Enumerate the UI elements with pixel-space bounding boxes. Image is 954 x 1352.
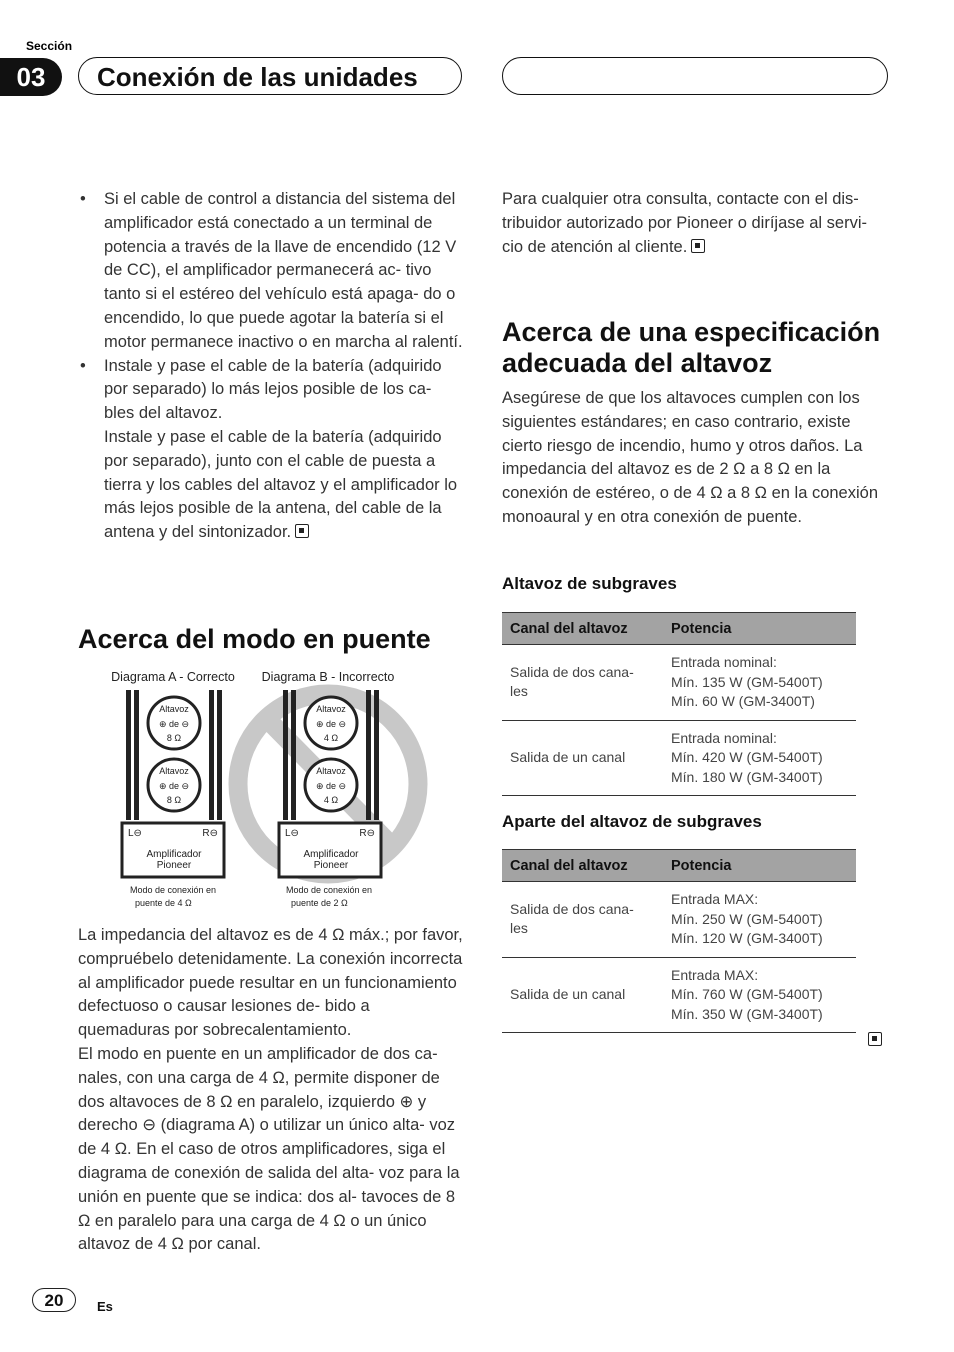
table-cell-canal: Salida de dos cana- les (502, 645, 663, 721)
bridge-mode-diagram (108, 666, 438, 912)
svg-text:L⊖: L⊖ (285, 828, 299, 839)
bullet-list (78, 188, 466, 545)
bridge-paragraphs (78, 924, 464, 1257)
contact-text: Para cualquier otra consulta, contacte con el dis- tribuidor autorizado por Pioneer o diríjase al servi- cio de atención al cliente. (502, 190, 868, 256)
svg-text:R⊖: R⊖ (359, 828, 375, 839)
svg-text:4 Ω: 4 Ω (323, 733, 339, 743)
bullet-item-remote-cable (78, 188, 466, 355)
table-cell-canal: Salida de un canal (502, 957, 663, 1033)
diagram-b (279, 690, 381, 908)
speaker-spec-heading (502, 317, 922, 379)
bullet-item-battery-cable (78, 355, 466, 545)
svg-text:Amplificador: Amplificador (303, 849, 359, 860)
bridge-mode-heading: Acerca del modo en puente (78, 624, 431, 654)
diagram-a-title: Diagrama A - Correcto (111, 670, 235, 684)
table-row (502, 957, 856, 1033)
table-row (502, 645, 856, 721)
bullet-text: Instale y pase el cable de la batería (adquirido por separado) lo más lejos posible de los ca- bles del altavoz. (104, 356, 442, 423)
table-header-row (502, 613, 856, 645)
page-title: Conexión de las unidades (78, 57, 462, 95)
table-cell-potencia: Entrada MAX: Mín. 760 W (GM-5400T) Mín. 350 W (GM-3400T) (663, 957, 856, 1033)
subwoofer-table-heading: Altavoz de subgraves (502, 574, 677, 593)
bullet-continuation-text: Instale y pase el cable de la batería (adquirido por separado), junto con el cable de puesta a tierra y los cables del altavoz y el amplificador lo más lejos posible de la antena, del cable de la antena y del sintonizador. (104, 427, 458, 542)
bridge-paragraph-1: La impedancia del altavoz es de 4 Ω máx.; por favor, compruébelo detenidamente. La conexión incorrecta al amplificador puede resultar en un funcionamiento defectuoso o causar lesiones de- bido a quemaduras por sobrecalentamiento. (78, 926, 463, 1040)
table-cell-canal: Salida de dos cana- les (502, 882, 663, 958)
svg-text:Altavoz: Altavoz (316, 704, 346, 714)
language-code: Es (97, 1299, 113, 1314)
svg-text:Amplificador: Amplificador (146, 849, 202, 860)
table-cell-canal: Salida de un canal (502, 720, 663, 796)
table-header-potencia: Potencia (663, 613, 856, 645)
table-cell-potencia: Entrada nominal: Mín. 420 W (GM-5400T) Mín. 180 W (GM-3400T) (663, 720, 856, 796)
left-bullet-section (78, 188, 466, 545)
svg-text:Pioneer: Pioneer (156, 860, 192, 871)
section-label: Sección (26, 39, 73, 53)
table-header-canal: Canal del altavoz (502, 850, 663, 882)
speaker-icon (305, 759, 357, 811)
amplifier-box (279, 823, 381, 877)
svg-text:L⊖: L⊖ (128, 828, 142, 839)
non-subwoofer-spec-table (502, 849, 856, 1033)
svg-text:⊕ de ⊖: ⊕ de ⊖ (315, 719, 347, 729)
svg-text:R⊖: R⊖ (202, 828, 218, 839)
diagram-b-caption-2: puente de 2 Ω (291, 898, 348, 908)
bullet-text: Si el cable de control a distancia del sistema del amplificador está conectado a un terminal de potencia a través de la llave de encendido (12 V de CC), el amplificador permanecerá ac- tivo tanto si el estéreo del vehículo está apaga- do o encendido, lo que puede agotar la batería si el motor permanece inactivo o en marcha al ralentí. (104, 190, 463, 351)
speaker-spec-heading-line2: adecuada del altavoz (502, 348, 773, 378)
non-subwoofer-table-heading: Aparte del altavoz de subgraves (502, 812, 762, 831)
diagram-a (122, 690, 224, 908)
svg-text:⊕ de ⊖: ⊕ de ⊖ (158, 719, 190, 729)
table-row (502, 720, 856, 796)
speaker-icon (305, 697, 357, 749)
svg-text:Pioneer: Pioneer (313, 860, 349, 871)
diagram-a-caption: Modo de conexión en (130, 885, 217, 895)
svg-text:8 Ω: 8 Ω (166, 795, 182, 805)
svg-text:Altavoz: Altavoz (316, 766, 346, 776)
diagram-b-caption: Modo de conexión en (286, 885, 373, 895)
end-mark-icon (868, 1032, 882, 1046)
page-number: 20 (32, 1288, 76, 1312)
bridge-paragraph-2: El modo en puente en un amplificador de dos ca- nales, con una carga de 4 Ω, permite disponer de dos altavoces de 8 Ω en paralelo, izquierdo ⊕ y derecho ⊖ (diagrama A) o utilizar un único alta- voz de 4 Ω. En el caso de otros amplificadores, siga el diagrama de conexión de salida del alta- voz para la unión en puente que se indica: dos al- tavoces de 8 Ω en paralelo para una carga de 4 Ω o un único altavoz de 4 Ω por canal. (78, 1044, 460, 1254)
svg-text:8 Ω: 8 Ω (166, 733, 182, 743)
table-header-potencia: Potencia (663, 850, 856, 882)
diagram-a-caption-2: puente de 4 Ω (135, 898, 192, 908)
speaker-spec-paragraph: Asegúrese de que los altavoces cumplen con los siguientes estándares; en caso contrario, existe cierto riesgo de incendio, humo y otros daños. La impedancia del altavoz es de 2 Ω a 8 Ω en la conexión de estéreo, o de 4 Ω a 8 Ω en la conexión monoaural y en otra conexión de puente. (502, 389, 879, 526)
table-row (502, 882, 856, 958)
table-cell-potencia: Entrada nominal: Mín. 135 W (GM-5400T) Mín. 60 W (GM-3400T) (663, 645, 856, 721)
svg-text:⊕ de ⊖: ⊕ de ⊖ (315, 781, 347, 791)
svg-text:Altavoz: Altavoz (159, 766, 189, 776)
speaker-icon (148, 759, 200, 811)
speaker-spec-heading-line1: Acerca de una especificación (502, 317, 881, 347)
end-mark-icon (691, 239, 705, 253)
svg-text:4 Ω: 4 Ω (323, 795, 339, 805)
table-cell-potencia: Entrada MAX: Mín. 250 W (GM-5400T) Mín. 120 W (GM-3400T) (663, 882, 856, 958)
table-header-canal: Canal del altavoz (502, 613, 663, 645)
amplifier-box (122, 823, 224, 877)
speaker-icon (148, 697, 200, 749)
end-mark-icon (295, 524, 309, 538)
contact-paragraph (502, 188, 892, 259)
table-header-row (502, 850, 856, 882)
section-number-badge: 03 (0, 58, 62, 96)
svg-text:⊕ de ⊖: ⊕ de ⊖ (158, 781, 190, 791)
svg-text:Altavoz: Altavoz (159, 704, 189, 714)
subwoofer-spec-table (502, 612, 856, 796)
header-blank-box (502, 57, 888, 95)
diagram-b-title: Diagrama B - Incorrecto (261, 670, 395, 684)
